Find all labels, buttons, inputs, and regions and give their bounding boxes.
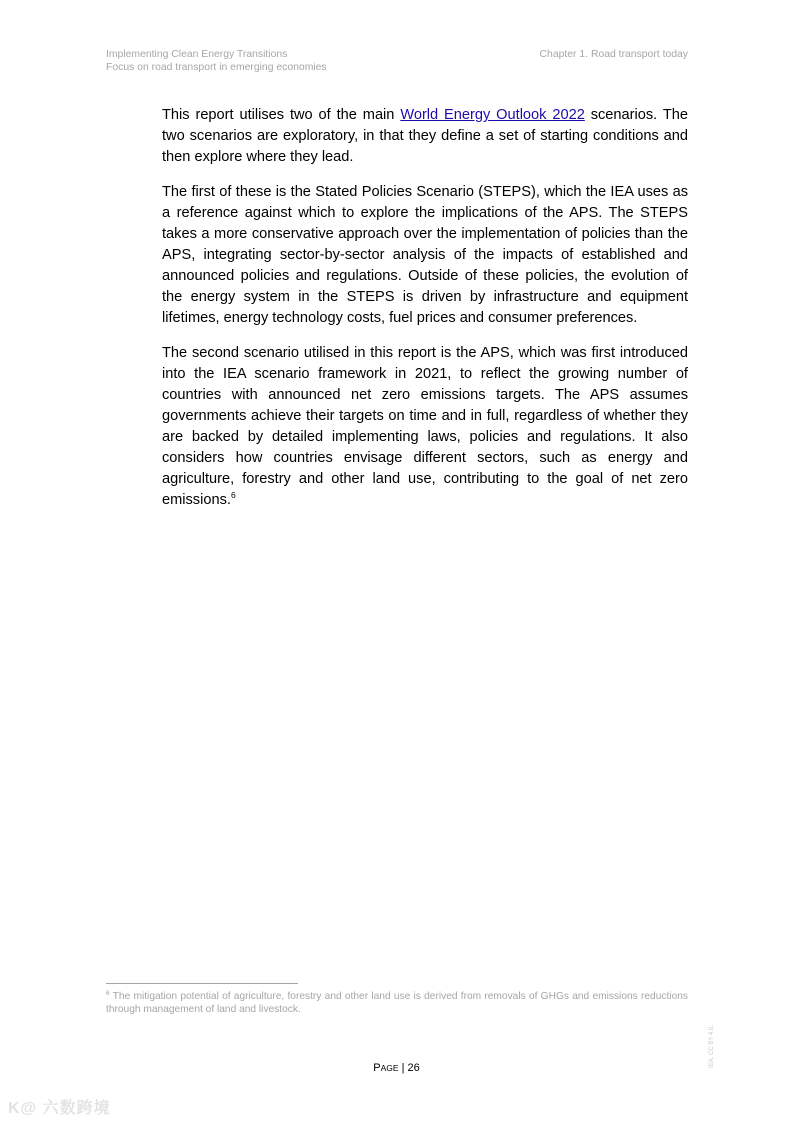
header-report-title	[106, 48, 327, 74]
paragraph-1	[162, 105, 688, 168]
footnote-reference[interactable]: 6	[230, 490, 236, 500]
paragraph-2: The first of these is the Stated Policies Scenario (STEPS), which the IEA uses as a reference against which to explore the implications of the APS. The STEPS takes a more conservative approach over the implementation of policies than the APS, integrating sector-by-sector analysis of the impacts of established and announced policies and regulations. Outside of these policies, the evolution of the energy system in the STEPS is driven by infrastructure and equipment lifetimes, energy technology costs, fuel prices and consumer preferences.	[162, 184, 688, 326]
footnote-text: The mitigation potential of agriculture, forestry and other land use is derived from removals of GHGs and emissions reductions through management of land and livestock.	[106, 991, 688, 1015]
main-text	[162, 105, 688, 525]
watermark-logo: K@ 六数跨境	[8, 1100, 111, 1117]
footnote-divider	[106, 983, 298, 984]
page-label-initial: P	[373, 1062, 381, 1074]
page-number-value: 26	[407, 1062, 420, 1074]
page-number	[0, 1062, 793, 1074]
paragraph-1-rest: scenarios. The two scenarios are exploratory, in that they define a set of starting conditions and then explore where they lead.	[162, 107, 688, 165]
weo-2022-link[interactable]: World Energy Outlook 2022	[400, 107, 585, 123]
license-note: IEA. CC BY 4.0.	[709, 1025, 715, 1068]
header-title-line-1: Implementing Clean Energy Transitions	[106, 49, 288, 60]
footnote-marker: 6	[106, 990, 110, 997]
page-separator: |	[398, 1062, 408, 1074]
paragraph-3-text: The second scenario utilised in this report is the APS, which was first introduced into the IEA scenario framework in 2021, to reflect the growing number of countries with announced net zero emissions targets. The APS assumes governments achieve their targets on time and in full, regardless of whether they are backed by detailed implementing laws, policies and regulations. It also considers how countries envisage different sectors, such as energy and agriculture, forestry and other land use, contributing to the goal of net zero emissions.	[162, 345, 688, 508]
header-chapter: Chapter 1. Road transport today	[539, 49, 688, 60]
header-title-line-2: Focus on road transport in emerging economies	[106, 62, 327, 73]
paragraph-3	[162, 343, 688, 511]
footnote	[106, 990, 688, 1016]
page-label-rest: AGE	[380, 1063, 399, 1073]
paragraph-1-intro: This report utilises two of the main	[162, 107, 401, 123]
